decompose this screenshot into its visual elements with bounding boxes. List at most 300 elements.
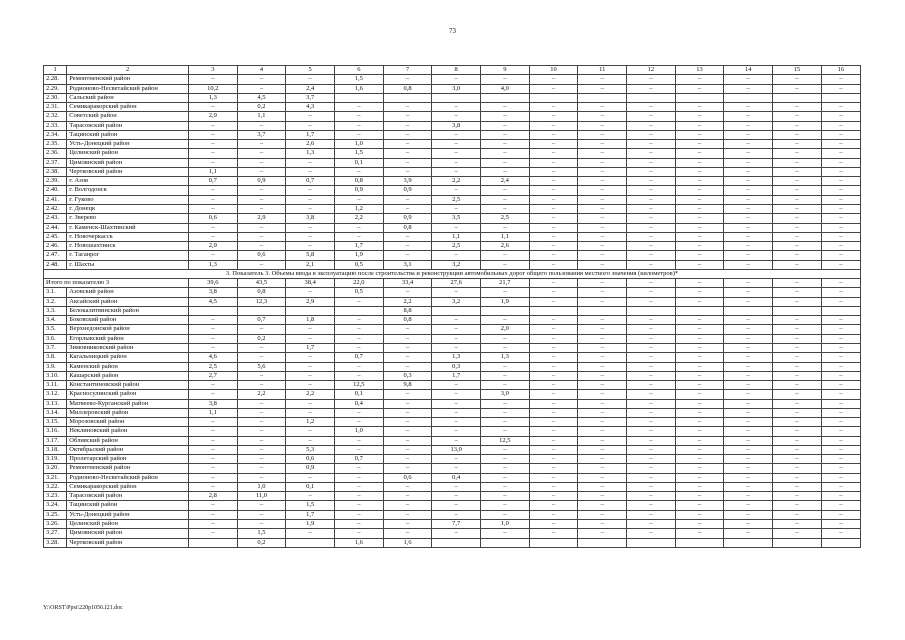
cell: 3.3.	[44, 306, 67, 315]
cell: –	[724, 112, 773, 121]
cell: –	[481, 501, 530, 510]
cell: –	[188, 130, 237, 139]
cell: –	[286, 473, 335, 482]
cell	[773, 306, 822, 315]
cell: 3,2	[432, 260, 481, 269]
cell: –	[627, 186, 676, 195]
cell: –	[529, 149, 578, 158]
cell: –	[821, 288, 860, 297]
section-title: 3. Показатель 3. Объемы ввода в эксплуатацию после строительства и реконструкции автомобильных дорог общего пользования местного значения (километров)*	[44, 269, 861, 278]
cell: –	[675, 464, 724, 473]
cell: –	[627, 427, 676, 436]
cell: –	[432, 186, 481, 195]
cell: 2.32.	[44, 112, 67, 121]
cell: Чертковский район	[67, 538, 189, 547]
cell	[627, 538, 676, 547]
cell: 7,7	[432, 520, 481, 529]
cell: –	[675, 529, 724, 538]
cell: –	[821, 112, 860, 121]
cell: 3.9.	[44, 362, 67, 371]
cell: –	[675, 520, 724, 529]
cell: –	[529, 167, 578, 176]
cell: 1,6	[383, 538, 432, 547]
cell: –	[481, 140, 530, 149]
cell: –	[383, 242, 432, 251]
cell: 11	[578, 66, 627, 75]
cell: Пролетарский район	[67, 455, 189, 464]
cell: –	[237, 223, 286, 232]
cell: –	[481, 408, 530, 417]
cell: –	[724, 473, 773, 482]
cell: –	[821, 186, 860, 195]
cell: 2,5	[188, 362, 237, 371]
cell: –	[627, 501, 676, 510]
cell: 3,8	[286, 214, 335, 223]
cell: –	[481, 186, 530, 195]
cell: –	[773, 455, 822, 464]
cell	[821, 538, 860, 547]
cell: –	[627, 455, 676, 464]
cell: 13,0	[432, 445, 481, 454]
cell: 27,6	[432, 279, 481, 288]
cell: Егорлыкский район	[67, 334, 189, 343]
cell: 1,7	[335, 242, 384, 251]
cell	[627, 306, 676, 315]
cell: –	[821, 223, 860, 232]
cell	[578, 306, 627, 315]
table-row	[44, 121, 861, 130]
cell: –	[627, 279, 676, 288]
cell	[188, 538, 237, 547]
cell: –	[578, 482, 627, 491]
table-row	[44, 353, 861, 362]
cell: 1,2	[286, 418, 335, 427]
cell: –	[529, 121, 578, 130]
cell: –	[675, 325, 724, 334]
cell: –	[773, 121, 822, 130]
cell: Кашарский район	[67, 371, 189, 380]
cell: –	[724, 501, 773, 510]
cell: 3,8	[188, 288, 237, 297]
cell: –	[481, 121, 530, 130]
cell	[773, 93, 822, 102]
cell: Семикаракорский район	[67, 482, 189, 491]
cell: –	[237, 140, 286, 149]
cell: 3,5	[432, 214, 481, 223]
cell: –	[724, 251, 773, 260]
cell: 2	[67, 66, 189, 75]
cell: –	[529, 482, 578, 491]
cell: 0,9	[335, 186, 384, 195]
cell	[335, 306, 384, 315]
cell: –	[724, 492, 773, 501]
cell: –	[481, 195, 530, 204]
cell: –	[821, 436, 860, 445]
cell: 3,2	[432, 297, 481, 306]
cell: –	[383, 204, 432, 213]
cell: –	[286, 167, 335, 176]
cell: –	[335, 492, 384, 501]
cell: 0,5	[335, 288, 384, 297]
table-row	[44, 149, 861, 158]
cell: –	[529, 103, 578, 112]
cell: –	[773, 177, 822, 186]
table-row	[44, 306, 861, 315]
cell: 0,3	[383, 371, 432, 380]
cell: –	[188, 436, 237, 445]
cell: –	[578, 325, 627, 334]
cell: 0,2	[237, 103, 286, 112]
cell: –	[529, 399, 578, 408]
cell: –	[724, 455, 773, 464]
cell: –	[675, 371, 724, 380]
cell: 1,7	[432, 371, 481, 380]
cell: 0,4	[335, 399, 384, 408]
cell: 2.45.	[44, 232, 67, 241]
table-row	[44, 445, 861, 454]
cell: –	[335, 195, 384, 204]
page-number: 73	[449, 27, 456, 35]
cell: –	[578, 473, 627, 482]
cell: 3.2.	[44, 297, 67, 306]
cell	[821, 93, 860, 102]
cell	[188, 306, 237, 315]
cell: –	[675, 316, 724, 325]
cell: –	[383, 482, 432, 491]
cell: –	[773, 381, 822, 390]
cell: –	[821, 353, 860, 362]
cell: 9,8	[383, 381, 432, 390]
cell: 3.14.	[44, 408, 67, 417]
cell: –	[335, 510, 384, 519]
cell: –	[481, 158, 530, 167]
cell: 11,0	[237, 492, 286, 501]
cell: –	[724, 371, 773, 380]
cell: –	[529, 408, 578, 417]
cell: –	[383, 195, 432, 204]
cell: Кагальницкий район	[67, 353, 189, 362]
cell: 13	[675, 66, 724, 75]
cell: Целинский район	[67, 149, 189, 158]
cell: –	[481, 75, 530, 84]
cell: –	[627, 103, 676, 112]
cell: 3.18.	[44, 445, 67, 454]
cell: –	[724, 140, 773, 149]
cell: 12,5	[481, 436, 530, 445]
cell: –	[529, 436, 578, 445]
cell: –	[432, 390, 481, 399]
cell	[286, 306, 335, 315]
cell: –	[335, 529, 384, 538]
cell: –	[529, 316, 578, 325]
cell: –	[627, 464, 676, 473]
cell: 10,2	[188, 84, 237, 93]
cell: –	[578, 510, 627, 519]
cell	[578, 538, 627, 547]
cell: –	[188, 418, 237, 427]
cell: 3.15.	[44, 418, 67, 427]
cell: –	[432, 529, 481, 538]
cell: 2.46.	[44, 242, 67, 251]
cell: 2,2	[432, 177, 481, 186]
cell: –	[724, 75, 773, 84]
cell: –	[237, 510, 286, 519]
cell: –	[383, 427, 432, 436]
cell: –	[773, 473, 822, 482]
cell: –	[335, 103, 384, 112]
cell: 0,2	[237, 334, 286, 343]
cell: 2,0	[481, 325, 530, 334]
cell: 2.37.	[44, 158, 67, 167]
cell: –	[529, 520, 578, 529]
cell	[481, 93, 530, 102]
cell: 0,1	[335, 158, 384, 167]
cell: –	[675, 279, 724, 288]
cell: 2,2	[383, 297, 432, 306]
cell: –	[578, 455, 627, 464]
cell: –	[237, 427, 286, 436]
cell: Советский район	[67, 112, 189, 121]
cell: –	[627, 75, 676, 84]
cell: –	[286, 353, 335, 362]
cell: –	[335, 482, 384, 491]
cell: –	[724, 520, 773, 529]
cell: –	[578, 158, 627, 167]
cell: –	[773, 371, 822, 380]
cell: –	[724, 353, 773, 362]
cell: –	[675, 445, 724, 454]
cell: г. Каменск-Шахтинский	[67, 223, 189, 232]
cell: –	[481, 251, 530, 260]
cell: 1,9	[481, 297, 530, 306]
cell: –	[286, 121, 335, 130]
cell: –	[237, 75, 286, 84]
cell: –	[481, 399, 530, 408]
cell: –	[237, 399, 286, 408]
cell: –	[675, 75, 724, 84]
cell: –	[529, 130, 578, 139]
cell: –	[383, 418, 432, 427]
cell	[675, 93, 724, 102]
cell: 0,7	[335, 353, 384, 362]
cell: –	[821, 167, 860, 176]
cell: –	[529, 492, 578, 501]
cell: –	[578, 149, 627, 158]
cell: –	[383, 455, 432, 464]
cell: –	[675, 260, 724, 269]
cell: 1,0	[481, 520, 530, 529]
cell: –	[188, 529, 237, 538]
cell	[481, 538, 530, 547]
cell: –	[481, 223, 530, 232]
cell: 22,0	[335, 279, 384, 288]
cell: 33,4	[383, 279, 432, 288]
cell: –	[188, 427, 237, 436]
cell: –	[188, 251, 237, 260]
cell: 9	[481, 66, 530, 75]
cell: –	[675, 158, 724, 167]
cell: –	[286, 288, 335, 297]
cell: –	[529, 242, 578, 251]
cell: –	[627, 214, 676, 223]
cell: –	[675, 510, 724, 519]
cell: –	[188, 473, 237, 482]
table-row	[44, 436, 861, 445]
cell: –	[724, 214, 773, 223]
cell: –	[675, 353, 724, 362]
cell: –	[188, 75, 237, 84]
cell: –	[286, 204, 335, 213]
cell: –	[675, 297, 724, 306]
cell: –	[724, 158, 773, 167]
cell: 3,0	[432, 84, 481, 93]
table-row	[44, 103, 861, 112]
cell: 43,5	[237, 279, 286, 288]
cell: 2.36.	[44, 149, 67, 158]
cell: –	[821, 204, 860, 213]
cell: –	[773, 529, 822, 538]
cell: –	[724, 260, 773, 269]
cell: 3.13.	[44, 399, 67, 408]
cell: 3,9	[383, 177, 432, 186]
cell: –	[335, 464, 384, 473]
cell: –	[773, 140, 822, 149]
cell: –	[675, 399, 724, 408]
cell: –	[675, 232, 724, 241]
cell: –	[627, 353, 676, 362]
cell: Верхнедонской район	[67, 325, 189, 334]
cell: –	[627, 334, 676, 343]
cell: –	[529, 501, 578, 510]
cell: –	[578, 251, 627, 260]
cell: –	[773, 103, 822, 112]
cell: –	[383, 167, 432, 176]
cell: –	[335, 520, 384, 529]
cell: –	[724, 297, 773, 306]
cell: 0,5	[335, 260, 384, 269]
cell: –	[724, 343, 773, 352]
cell: 1,7	[286, 343, 335, 352]
cell: 16	[821, 66, 860, 75]
cell: 2,6	[286, 140, 335, 149]
cell: 3.27.	[44, 529, 67, 538]
cell: –	[821, 177, 860, 186]
cell: –	[481, 492, 530, 501]
cell: –	[675, 418, 724, 427]
cell: 3.5.	[44, 325, 67, 334]
cell: 1,6	[335, 538, 384, 547]
cell: –	[773, 408, 822, 417]
cell: –	[432, 149, 481, 158]
cell: –	[188, 140, 237, 149]
cell: –	[286, 399, 335, 408]
cell: –	[675, 408, 724, 417]
cell: –	[627, 177, 676, 186]
cell: –	[821, 427, 860, 436]
cell: –	[481, 362, 530, 371]
cell: 0,1	[286, 482, 335, 491]
cell: –	[724, 436, 773, 445]
cell: –	[724, 84, 773, 93]
cell: –	[724, 362, 773, 371]
table-row	[44, 112, 861, 121]
cell: –	[481, 316, 530, 325]
cell: 1,6	[335, 84, 384, 93]
cell: –	[675, 473, 724, 482]
table-row	[44, 167, 861, 176]
cell: –	[578, 381, 627, 390]
cell: –	[773, 167, 822, 176]
cell: –	[675, 167, 724, 176]
table-row	[44, 473, 861, 482]
cell: –	[383, 288, 432, 297]
cell	[529, 93, 578, 102]
cell: –	[821, 408, 860, 417]
cell: 2,9	[286, 297, 335, 306]
cell: –	[675, 204, 724, 213]
cell: 3,1	[383, 260, 432, 269]
cell: Морозовский район	[67, 418, 189, 427]
cell: –	[675, 84, 724, 93]
cell: –	[286, 223, 335, 232]
cell: –	[383, 436, 432, 445]
cell: –	[773, 158, 822, 167]
cell: –	[529, 177, 578, 186]
cell: –	[821, 362, 860, 371]
cell: 4,5	[188, 297, 237, 306]
cell: –	[724, 195, 773, 204]
cell: Каменский район	[67, 362, 189, 371]
cell: –	[578, 260, 627, 269]
cell: 1,9	[286, 520, 335, 529]
cell: 3,0	[481, 390, 530, 399]
cell: –	[237, 408, 286, 417]
cell: –	[481, 455, 530, 464]
cell: –	[773, 464, 822, 473]
cell	[335, 93, 384, 102]
cell: –	[188, 158, 237, 167]
cell: –	[432, 103, 481, 112]
cell: 12	[627, 66, 676, 75]
table-row	[44, 195, 861, 204]
cell: –	[383, 510, 432, 519]
cell: 0,9	[286, 464, 335, 473]
cell: 1,1	[188, 408, 237, 417]
cell: –	[286, 232, 335, 241]
cell: 1,9	[335, 251, 384, 260]
cell: –	[286, 75, 335, 84]
cell: 3.4.	[44, 316, 67, 325]
cell: 3.25.	[44, 510, 67, 519]
cell	[724, 538, 773, 547]
cell: –	[627, 473, 676, 482]
cell: 1,0	[237, 482, 286, 491]
cell: –	[773, 390, 822, 399]
cell: –	[627, 84, 676, 93]
cell: –	[432, 223, 481, 232]
cell: –	[675, 242, 724, 251]
cell: –	[237, 464, 286, 473]
cell: 0,7	[286, 177, 335, 186]
cell: –	[578, 316, 627, 325]
cell: –	[627, 371, 676, 380]
cell	[578, 93, 627, 102]
cell: –	[773, 223, 822, 232]
cell: –	[383, 408, 432, 417]
cell: –	[821, 334, 860, 343]
table-row	[44, 316, 861, 325]
table-row	[44, 492, 861, 501]
